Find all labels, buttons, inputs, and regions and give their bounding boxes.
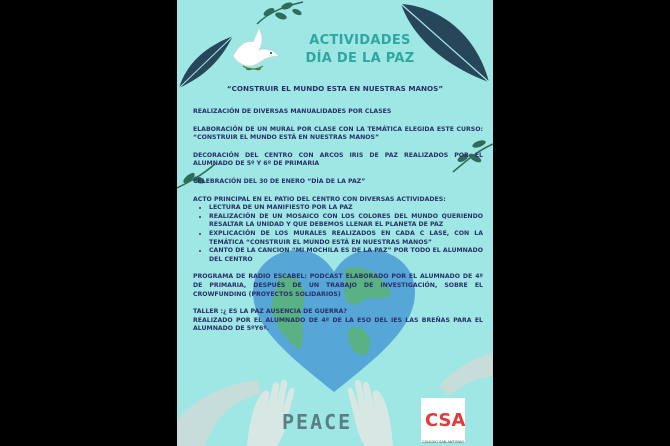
activity-workshop-title: TALLER :¿ ES LA PAZ AUSENCIA DE GUERRA? xyxy=(193,308,347,316)
list-item: • REALIZACIÓN DE UN MOSAICO CON LOS COLORES DEL MUNDO QUERIENDO RESALTAR LA UNIDAD Y QUE DEBEMOS LLENAR EL PLANETA DE PAZ xyxy=(209,213,483,230)
activities-list xyxy=(193,108,483,334)
leaf-icon xyxy=(255,0,305,28)
school-logo-icon xyxy=(421,398,465,442)
main-act-list xyxy=(193,204,483,264)
list-item: • EXPLICACIÓN DE LOS MURALES REALIZADOS EN CADA C LASE, CON LA TEMÁTICA “CONSTRUIR EL MUNDO ESTÁ EN NUESTRAS MANOS” xyxy=(209,230,483,247)
poster xyxy=(177,0,493,446)
activity-celebration: CELEBRACIÓN DEL 30 DE ENERO “DÍA DE LA PAZ” xyxy=(193,177,366,185)
logo-letters: CSA xyxy=(425,410,465,431)
main-act-intro: ACTO PRINCIPAL EN EL PATIO DEL CENTRO CON DIVERSAS ACTIVIDADES: xyxy=(193,195,446,203)
title-line-2: DÍA DE LA PAZ xyxy=(305,51,415,66)
peace-word: PEACE xyxy=(282,410,353,434)
activity-radio: PROGRAMA DE RADIO ESCABEL: PODCAST ELABORADO POR EL ALUMNADO DE 4º DE PRIMARIA, DESPUÉS DE UN TRABAJO DE INVESTIGACIÓN, SOBRE EL CROWFUNDING (PROYECTOS SOLIDARIOS) xyxy=(193,273,483,298)
list-item: • CANTO DE LA CANCION “MI MOCHILA ES DE LA PAZ” POR TODO EL ALUMNADO DEL CENTRO xyxy=(209,247,483,264)
activity-workshop-desc: REALIZADO POR EL ALUMNADO DE 4º DE LA ESO DEL IES LAS BREÑAS PARA EL ALUMNADO DE 5ºY6º. xyxy=(193,316,483,333)
title-line-1: ACTIVIDADES xyxy=(309,33,411,48)
activity-mural: ELABORACIÓN DE UN MURAL POR CLASE CON LA TEMÁTICA ELEGIDA ESTE CURSO: “CONSTRUIR EL MUNDO ESTÁ EN NUESTRAS MANOS” xyxy=(193,125,483,142)
page-title xyxy=(177,32,493,68)
motto: “CONSTRUIR EL MUNDO ESTA EN NUESTRAS MANOS” xyxy=(226,84,444,93)
list-item: • LECTURA DE UN MANIFIESTO POR LA PAZ xyxy=(209,204,483,213)
activity-rainbows: DECORACIÓN DEL CENTRO CON ARCOS IRIS DE PAZ REALIZADOS POR EL ALUMNADO DE 5º Y 6º DE PRIMARIA xyxy=(193,151,483,168)
logo-caption: COLEGIO SAN ANTONIO xyxy=(422,440,464,444)
activity-crafts: REALIZACIÓN DE DIVERSAS MANUALIDADES POR CLASES xyxy=(193,108,392,115)
